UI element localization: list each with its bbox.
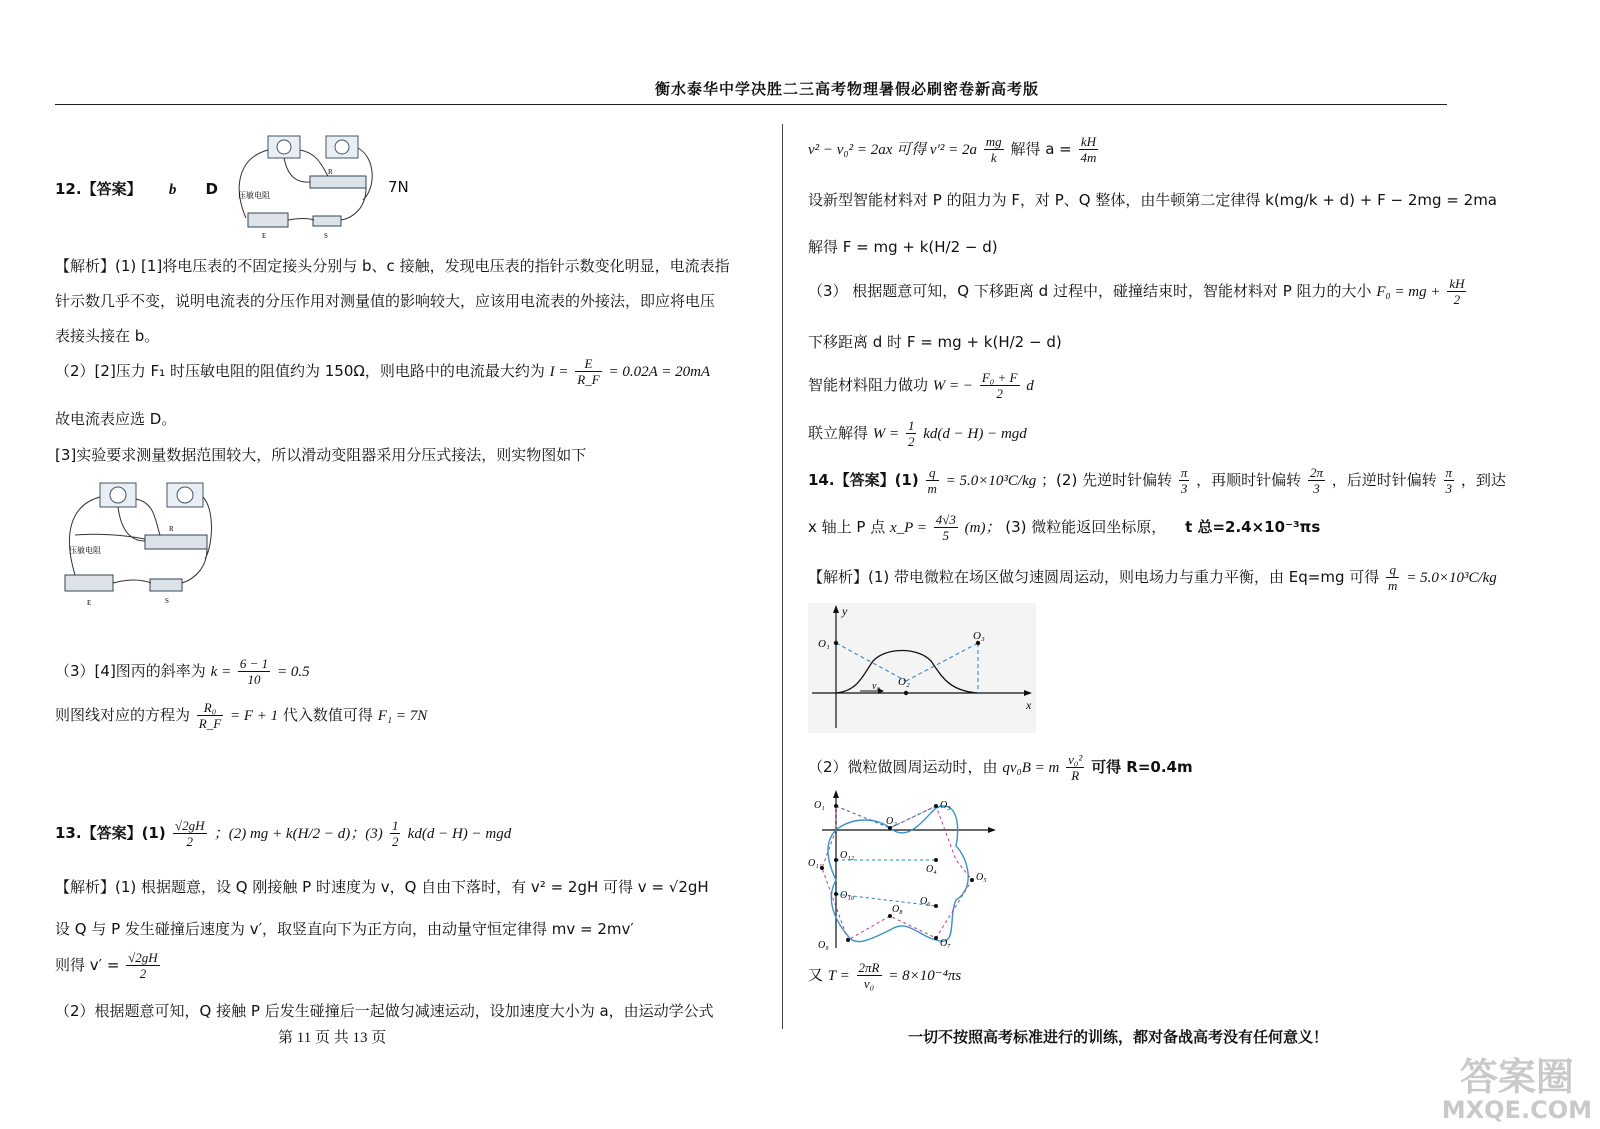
svg-text:x: x [1026,698,1032,712]
circuit1-resistor-label: 压敏电阻 [238,191,270,200]
svg-text:S: S [165,597,169,605]
q13-solution-2: 设 Q 与 P 发生碰撞后速度为 v′，取竖直向下为正方向，由动量守恒定律得 mv = 2mv′ [55,920,634,938]
svg-text:R: R [328,168,333,176]
q12-part4: （3）[4]图丙的斜率为 k = $\frac{6 - 1}{10}$ = 0.5 [55,656,310,687]
svg-text:O₇: O₇ [940,938,951,949]
watermark: 答案圈 MXQE.COM [1441,1055,1592,1124]
q12-part3: [3]实验要求测量数据范围较大，所以滑动变阻器采用分压式接法，则实物图如下 [55,446,587,464]
r-line-3: 解得 F = mg + k(H/2 − d) [808,238,998,256]
circuit-figure-1 [228,128,378,243]
q13-solution-4: （2）根据题意可知，Q 接触 P 后发生碰撞后一起做匀减速运动，设加速度大小为 a，由运动学公式 [55,1002,714,1020]
q12-analysis-line1: 【解析】(1) [1]将电压表的不固定接头分别与 b、c 接触，发现电压表的指针示数变化明显，电流表指 [55,257,730,275]
r-line-2: 设新型智能材料对 P 的阻力为 F，对 P、Q 整体，由牛顿第二定律得 k(mg/k + d) + F − 2mg = 2ma [808,191,1497,209]
svg-text:O₄: O₄ [926,864,937,875]
trajectory-figure-2 [808,788,1003,953]
svg-text:v₀: v₀ [872,681,880,692]
q12-answer: 12.【答案】 b D [55,180,218,198]
q13-answer: 13.【答案】(1) $\frac{√2gH}{2}$ ；(2) mg + k(H/2 − d)；(3) $\frac{1}{2}$ kd(d − H) − mgd [55,818,512,849]
r-line-6: 智能材料阻力做功 W = − $\frac{\text{F₀ + F}}{2}$ d [808,370,1034,401]
svg-text:O₉: O₉ [818,940,829,951]
svg-text:O₁: O₁ [818,638,830,650]
r-line-7: 联立解得 W = $\frac{1}{2}$ kd(d − H) − mgd [808,418,1027,449]
r-line-5: 下移距离 d 时 F = mg + k(H/2 − d) [808,333,1062,351]
q12-part5: 则图线对应的方程为 $\frac{\text{R₀}}{R\_F}$ = F + 1 代入数值可得 F₁ = 7N [55,700,428,731]
q14-solution-3: 又 T = $\frac{2\pi R}{\text{v₀}}$ = 8×10⁻⁴πs [808,960,962,991]
q12-analysis-line3: 表接头接在 b。 [55,327,160,345]
svg-text:S: S [324,232,328,240]
circuit2-resistor-label: 压敏电阻 [69,546,101,555]
svg-text:E: E [262,232,267,240]
svg-text:E: E [87,599,92,607]
svg-text:O₆: O₆ [920,896,931,907]
q12-part2-line2: 故电流表应选 D。 [55,410,177,428]
q13-solution-1: 【解析】(1) 根据题意，设 Q 刚接触 P 时速度为 v，Q 自由下落时，有 v² = 2gH 可得 v = √2gH [55,878,709,896]
svg-text:O₁₁: O₁₁ [808,858,823,869]
q14-answer-2: x 轴上 P 点 x_P = $\frac{4√3}{5}$ (m)； (3) 微粒能返回坐标原， t 总=2.4×10⁻³πs [808,512,1321,543]
svg-text:O₅: O₅ [976,872,987,883]
svg-text:O₁₂: O₁₂ [840,850,855,861]
svg-text:O₂: O₂ [898,676,910,688]
q13-solution-3: 则得 v′ = $\frac{√2gH}{2}$ [55,950,158,981]
r-line-1: v² − v₀² = 2ax 可得 v′² = 2a $\frac{mg}{k}$ 解得 a = $\frac{kH}{4m}$ [808,134,1097,165]
svg-text:O₂: O₂ [886,816,897,827]
circuit-figure-2 [55,475,215,610]
svg-text:O₃: O₃ [973,630,985,642]
svg-text:O₁₀: O₁₀ [840,890,855,901]
column-divider [782,124,783,1029]
q14-solution-2: （2）微粒做圆周运动时，由 qv₀B = m $\frac{\text{v₀²}}{R}$ 可得 R=0.4m [808,752,1193,783]
header-rule [55,104,1447,105]
q12-answer-force: 7N [388,178,409,196]
svg-text:y: y [842,604,848,618]
svg-text:O₈: O₈ [892,904,903,915]
footer-slogan: 一切不按照高考标准进行的训练，都对备战高考没有任何意义！ [908,1028,1329,1046]
q12-part2: （2）[2]压力 F₁ 时压敏电阻的阻值约为 150Ω，则电路中的电流最大约为 I = $\frac{E}{R\_F}$ = 0.02A = 20mA [55,356,711,387]
svg-text:R: R [169,525,174,533]
q14-solution-1: 【解析】(1) 带电微粒在场区做匀速圆周运动，则电场力与重力平衡，由 Eq=mg 可得 $\frac{q}{m}$ = 5.0×10³C/kg [808,562,1497,593]
page-header-title: 衡水泰华中学决胜二三高考物理暑假必刷密卷新高考版 [655,80,1040,98]
trajectory-figure-1 [808,603,1036,733]
page-number: 第 11 页 共 13 页 [278,1030,387,1046]
r-line-4: （3） 根据题意可知，Q 下移距离 d 过程中，碰撞结束时，智能材料对 P 阻力的大小 F₀ = mg + $\frac{kH}{2}$ [808,276,1465,307]
q12-analysis-line2: 针示数几乎不变，说明电流表的分压作用对测量值的影响较大，应该用电流表的外接法，即应将电压 [55,292,716,310]
svg-text:O₁: O₁ [814,800,825,811]
q14-answer-1: 14.【答案】(1) $\frac{q}{m}$ = 5.0×10³C/kg ；(2) 先逆时针偏转 $\frac{\pi}{3}$ ，再顺时针偏转 $\frac{2\pi}{3}$ ，后逆时针偏转 $\frac{\pi}{3}$ ，到达 [808,465,1506,496]
svg-text:O₃: O₃ [940,800,951,811]
